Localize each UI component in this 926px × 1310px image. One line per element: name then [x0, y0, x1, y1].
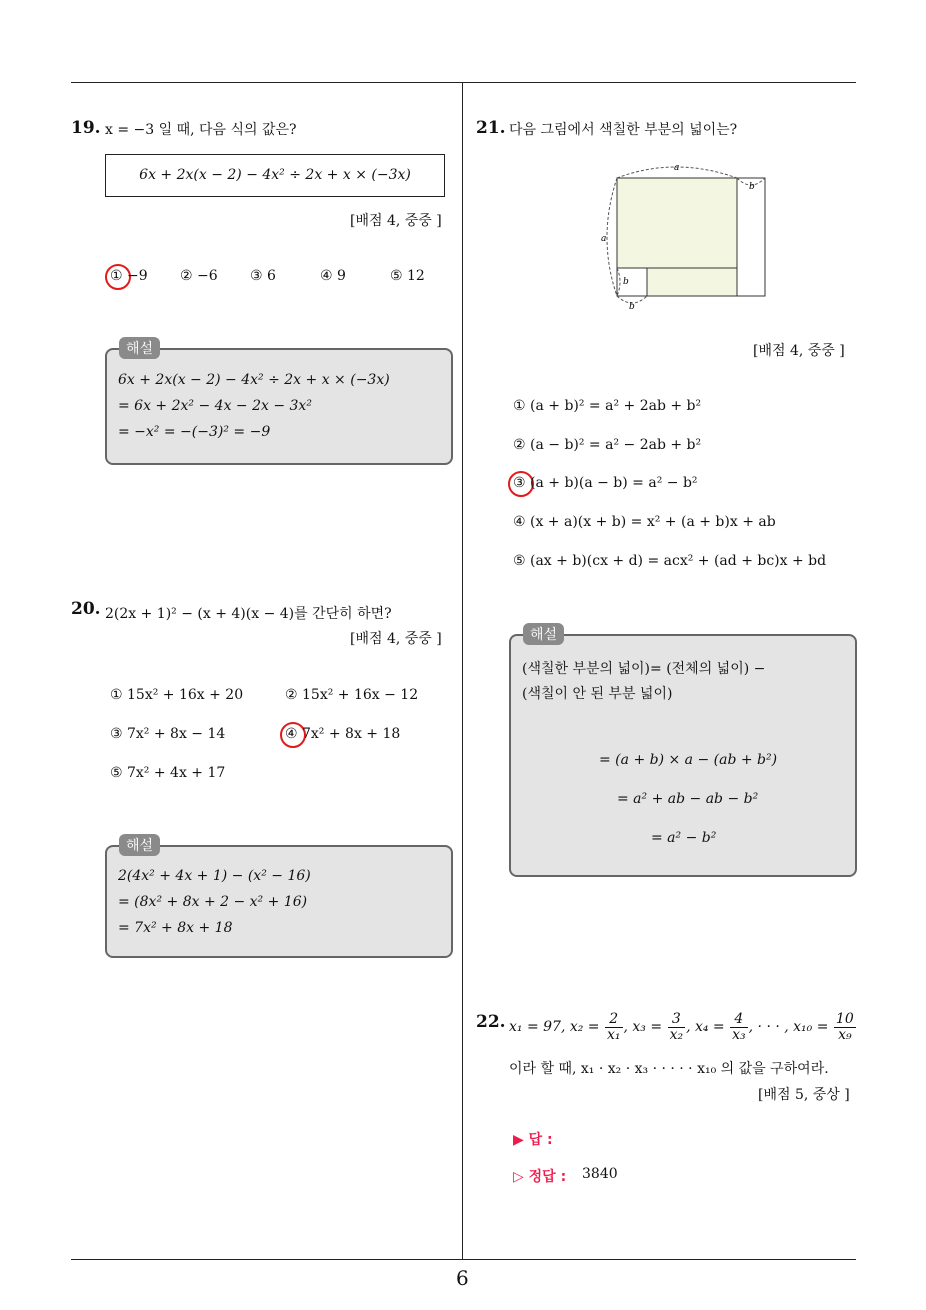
q21-stem: 다음 그림에서 색칠한 부분의 넓이는? [509, 122, 738, 138]
q22-line1-start: x₁ = 97, x₂ = [509, 1019, 600, 1036]
q22-f1-numerator: 2 [605, 1012, 623, 1028]
q22-f2-numerator: 3 [668, 1012, 686, 1028]
q21-number: 21. [476, 118, 506, 138]
q21-label-left-a: a [601, 234, 607, 244]
q22-f4-numerator: 10 [835, 1011, 854, 1027]
q19-explanation-line-1: 6x + 2x(x − 2) − 4x² ÷ 2x + x × (−3x) [118, 372, 390, 388]
q21-choice-2[interactable]: ② (a − b)² = a² − 2ab + b² [513, 437, 702, 453]
q21-choice-3[interactable]: ③ (a + b)(a − b) = a² − b² [513, 475, 698, 491]
q22-f4-denominator: x₉ [838, 1026, 852, 1043]
q19-choice-3[interactable]: ③ 6 [250, 268, 276, 284]
q19-choice-1[interactable]: ① −9 [110, 268, 148, 284]
q21-explanation-text-2: (색칠이 안 된 부분 넓이) [522, 686, 673, 702]
q19-choice-2[interactable]: ② −6 [180, 268, 218, 284]
q21-label-top-a: a [674, 163, 680, 173]
q22-fraction-1 [605, 1012, 623, 1042]
q21-explanation-line-2: = a² + ab − ab − b² [617, 791, 759, 807]
q22-correct-value: 3840 [582, 1166, 618, 1182]
q22-fraction-4 [834, 1012, 856, 1042]
q22-score: [배점 5, 중상 ] [758, 1087, 850, 1103]
top-rule [71, 82, 856, 83]
q21-unshaded-corner [617, 268, 647, 296]
q19-score: [배점 4, 중중 ] [350, 213, 442, 229]
q21-unshaded-right [737, 178, 765, 296]
q22-f1-denominator: x₁ [607, 1026, 621, 1043]
q19-stem: x = −3 일 때, 다음 식의 값은? [105, 122, 297, 138]
q22-line-2: 이라 할 때, x₁ · x₂ · x₃ · · · · · x₁₀ 의 값을 구하여라. [509, 1061, 829, 1077]
q22-number: 22. [476, 1012, 506, 1032]
q22-answer-label: ▶ 답 : [513, 1132, 553, 1148]
q19-explanation-line-2: = 6x + 2x² − 4x − 2x − 3x² [118, 398, 312, 414]
q21-explanation-tag: 해설 [523, 623, 564, 645]
q21-shaded-small [647, 268, 737, 296]
q21-label-bottom-b: b [629, 302, 635, 312]
q21-explanation-text-1: (색칠한 부분의 넓이)= (전체의 넓이) − [522, 661, 766, 677]
q21-choice-4[interactable]: ④ (x + a)(x + b) = x² + (a + b)x + ab [513, 514, 776, 530]
q22-text-1: , x₃ = [623, 1019, 663, 1036]
q20-explanation-line-3: = 7x² + 8x + 18 [118, 920, 233, 936]
q21-figure [595, 158, 775, 313]
q20-choice-5[interactable]: ⑤ 7x² + 4x + 17 [110, 765, 226, 781]
page-number: 6 [456, 1266, 469, 1290]
q21-choice-5[interactable]: ⑤ (ax + b)(cx + d) = acx² + (ad + bc)x + bd [513, 553, 827, 569]
q19-expression: 6x + 2x(x − 2) − 4x² ÷ 2x + x × (−3x) [139, 167, 411, 183]
q20-explanation-tag: 해설 [119, 834, 160, 856]
q20-stem: 2(2x + 1)² − (x + 4)(x − 4)를 간단히 하면? [105, 606, 392, 622]
q21-score: [배점 4, 중중 ] [753, 343, 845, 359]
q19-explanation-tag: 해설 [119, 337, 160, 359]
q19-explanation-line-3: = −x² = −(−3)² = −9 [118, 424, 271, 440]
q20-score: [배점 4, 중중 ] [350, 631, 442, 647]
q21-label-corner-left-b: b [623, 277, 629, 287]
q22-fraction-3 [730, 1012, 748, 1042]
bottom-rule [71, 1259, 856, 1260]
q20-choice-4[interactable]: ④ 7x² + 8x + 18 [285, 726, 401, 742]
q22-f2-denominator: x₂ [669, 1026, 684, 1043]
q19-choice-5[interactable]: ⑤ 12 [390, 268, 425, 284]
q22-fraction-2 [668, 1012, 686, 1042]
q20-explanation-line-2: = (8x² + 8x + 2 − x² + 16) [118, 894, 308, 910]
q20-explanation-line-1: 2(4x² + 4x + 1) − (x² − 16) [118, 868, 311, 884]
q20-choice-2[interactable]: ② 15x² + 16x − 12 [285, 687, 419, 703]
q22-text-3: , · · · , x₁₀ = [748, 1019, 829, 1036]
q22-sequence [509, 1012, 857, 1042]
q19-number: 19. [71, 118, 101, 138]
q22-text-2: , x₄ = [686, 1019, 725, 1036]
column-divider [462, 82, 463, 1260]
q20-number: 20. [71, 599, 101, 619]
q21-choice-1[interactable]: ① (a + b)² = a² + 2ab + b² [513, 398, 702, 414]
q22-f3-numerator: 4 [730, 1012, 748, 1028]
q20-choice-3[interactable]: ③ 7x² + 8x − 14 [110, 726, 226, 742]
q22-correct-label: ▷ 정답 : [513, 1169, 567, 1185]
q21-label-corner-top-b: b [749, 182, 755, 192]
q21-shaded-large [617, 178, 737, 268]
q21-explanation-line-1: = (a + b) × a − (ab + b²) [599, 752, 778, 768]
q22-f3-denominator: x₃ [732, 1026, 746, 1043]
q21-explanation-line-3: = a² − b² [651, 830, 717, 846]
q19-choice-4[interactable]: ④ 9 [320, 268, 346, 284]
q19-expression-box [105, 154, 445, 197]
q20-choice-1[interactable]: ① 15x² + 16x + 20 [110, 687, 244, 703]
